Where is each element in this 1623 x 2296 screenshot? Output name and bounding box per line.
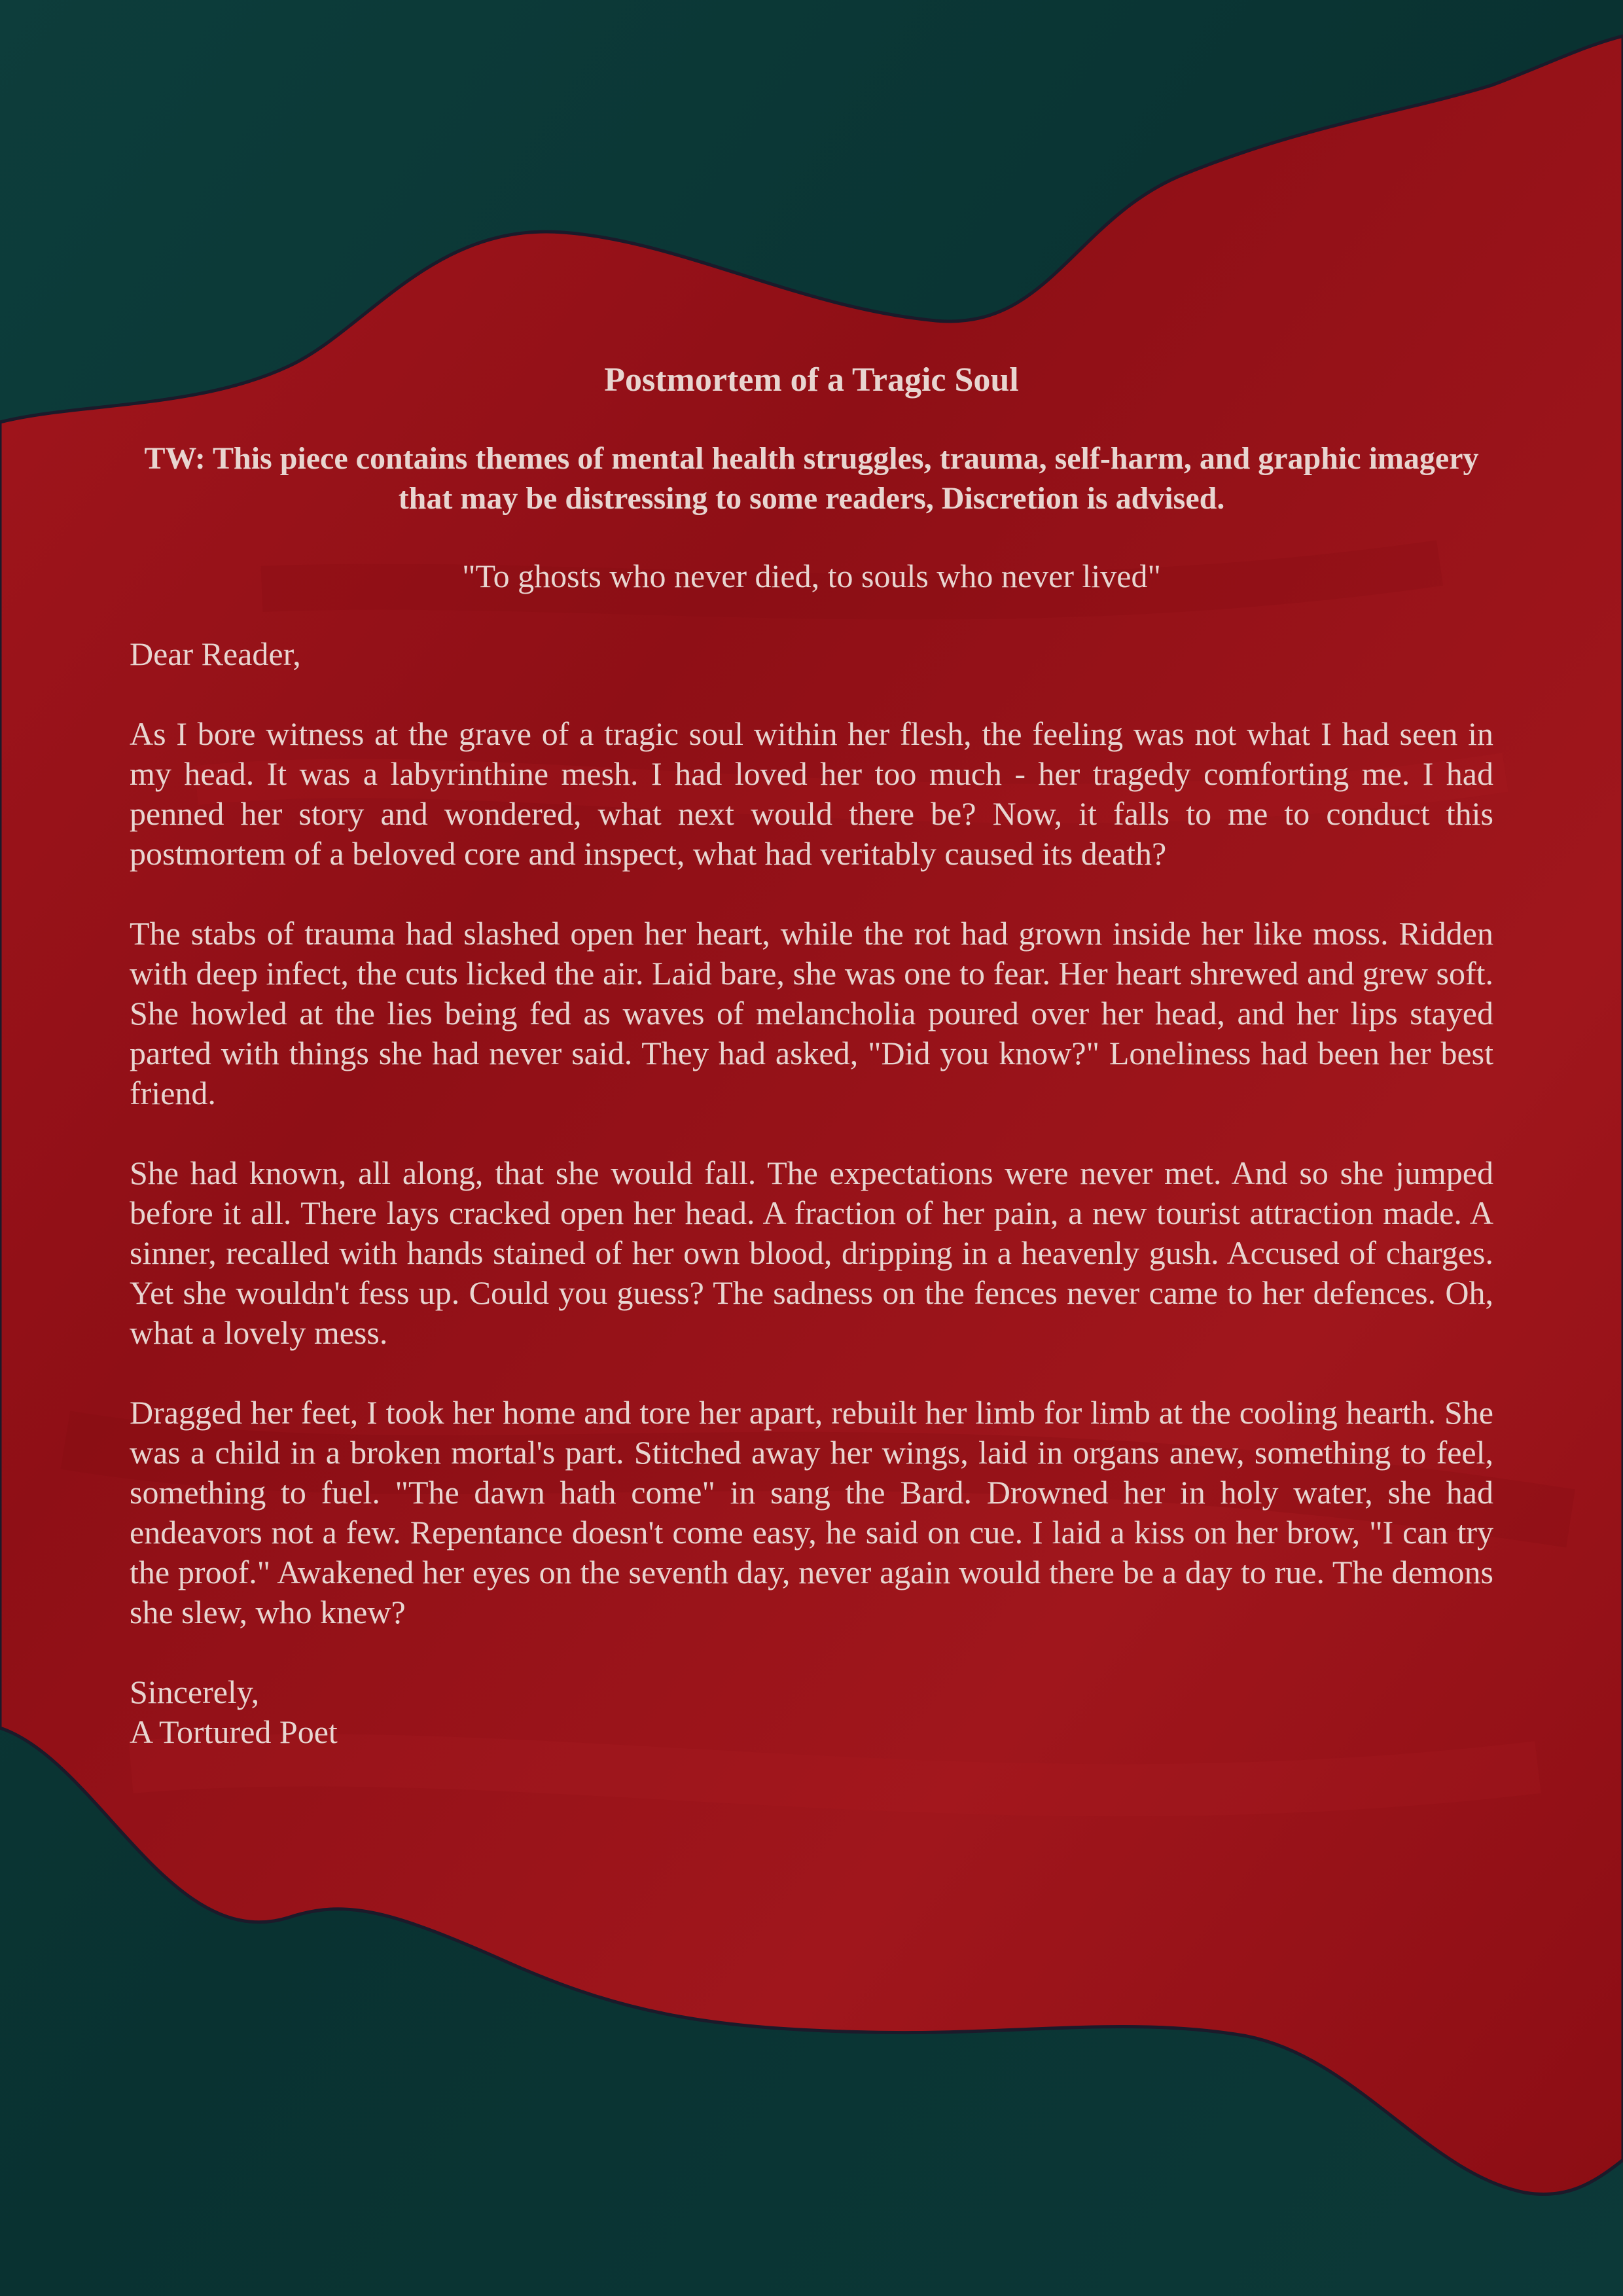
paragraph-1: As I bore witness at the grave of a tragic soul within her flesh, the feeling was not what I had seen in my head. It was a labyrinthine mesh. I had loved her too much - her tragedy comforting me. I had penned her story and wondered, what next would there be? Now, it falls to me to conduct this postmortem of a beloved core and inspect, what had veritably caused its death? xyxy=(130,715,1493,872)
paragraph-4: Dragged her feet, I took her home and tore her apart, rebuilt her limb for limb at the cooling hearth. She was a child in a broken mortal's part. Stitched away her wings, laid in organs anew, something to feel, something to fuel. "The dawn hath come" in sang the Bard. Drowned her in holy water, she had endeavors not a few. Repentance doesn't come easy, he said on cue. I laid a kiss on her brow, "I can try the proof." Awakened her eyes on the seventh day, never again would there be a day to rue. The demons she slew, who knew? xyxy=(130,1394,1493,1630)
paragraph-2: The stabs of trauma had slashed open her heart, while the rot had grown inside her like moss. Ridden with deep infect, the cuts licked the air. Laid bare, she was one to fear. Her heart shrewed and grew soft. She howled at the lies being fed as waves of melancholia poured over her head, and her lips stayed parted with things she had never said. They had asked, "Did you know?" Loneliness had been her best friend. xyxy=(130,915,1493,1111)
page-title: Postmortem of a Tragic Soul xyxy=(604,361,1019,399)
paragraph-3: She had known, all along, that she would fall. The expectations were never met. And so she jumped before it all. There lays cracked open her head. A fraction of her pain, a new tourist attraction made. A sinner, recalled with hands stained of her own blood, dripping in a heavenly gush. Accused of charges. Yet she wouldn't fess up. Could you guess? The sadness on the fences never came to her defences. Oh, what a lovely mess. xyxy=(130,1155,1493,1351)
letter-content xyxy=(130,360,1493,1752)
salutation: Dear Reader, xyxy=(130,636,301,672)
epigraph: "To ghosts who never died, to souls who never lived" xyxy=(462,558,1161,594)
brush-streak xyxy=(131,1760,1538,1790)
signature: A Tortured Poet xyxy=(130,1713,338,1750)
closing: Sincerely, xyxy=(130,1674,260,1710)
trigger-warning: TW: This piece contains themes of mental health struggles, trauma, self-harm, and graphic imagery that may be distressing to some readers, Discretion is advised. xyxy=(144,441,1479,516)
